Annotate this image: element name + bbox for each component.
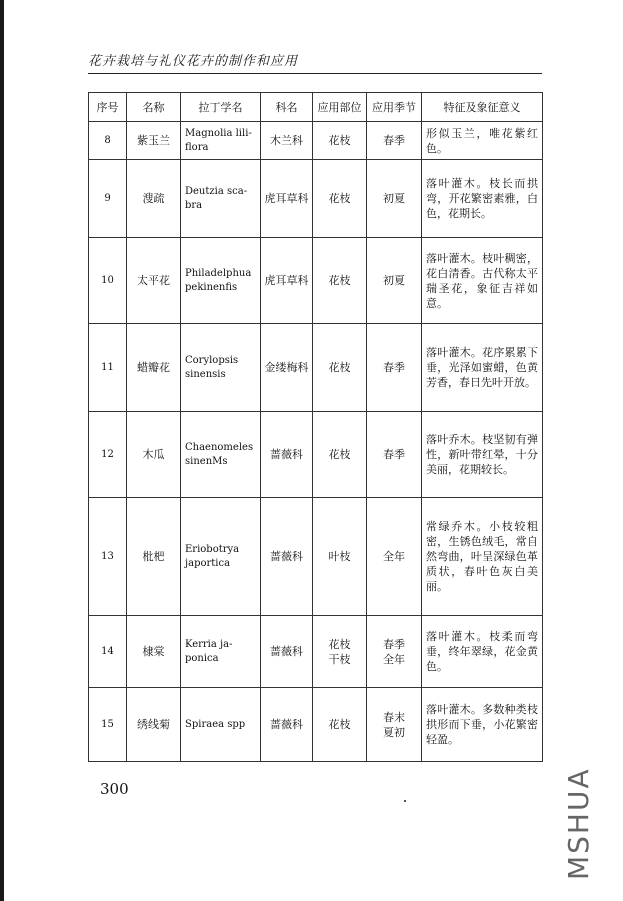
table-row [89,160,543,238]
latin-name: Philadelphua pekinenfis [181,238,261,324]
feature-text: 落叶灌木。枝长而拱弯，开花繁密素雅，白色，花期长。 [422,160,543,238]
usage-season: 全年 [367,498,422,616]
feature-text: 落叶灌木。多数种类枝拱形而下垂，小花繁密轻盈。 [422,688,543,762]
header-cell-family: 科名 [261,93,313,122]
row-number: 8 [89,122,127,160]
latin-name: Magnolia lili-florа [181,122,261,160]
feature-text: 落叶灌木。花序累累下垂，光泽如蜜蜡，色黄芳香，春日先叶开放。 [422,324,543,412]
scan-speck [404,800,406,802]
page-number: 300 [100,780,129,798]
table-row [89,412,543,498]
usage-season: 初夏 [367,160,422,238]
plant-name: 绣线菊 [127,688,181,762]
plant-name: 枇杷 [127,498,181,616]
header-cell-season: 应用季节 [367,93,422,122]
plant-name: 太平花 [127,238,181,324]
usage-part: 花枝 [313,412,367,498]
usage-part: 花枝 [313,122,367,160]
family-name: 虎耳草科 [261,238,313,324]
usage-part: 花枝 [313,324,367,412]
latin-name: Eriobotrya japortica [181,498,261,616]
latin-name: Spiraea spp [181,688,261,762]
latin-name: Kerria ja-ponica [181,616,261,688]
usage-part: 花枝 [313,688,367,762]
table-row [89,324,543,412]
page-edge-rule [0,0,4,901]
feature-text: 落叶灌木。枝叶稠密，花白清香。古代称太平瑞圣花，象征吉祥如意。 [422,238,543,324]
usage-season: 初夏 [367,238,422,324]
table-row [89,238,543,324]
family-name: 蔷薇科 [261,616,313,688]
row-number: 15 [89,688,127,762]
usage-part: 花枝 干枝 [313,616,367,688]
plant-name: 蜡瓣花 [127,324,181,412]
plant-name: 棣棠 [127,616,181,688]
usage-season: 春季 全年 [367,616,422,688]
table-row [89,122,543,160]
feature-text: 常绿乔木。小枝较粗密，生锈色绒毛，常自然弯曲，叶呈深绿色革质状，春叶色灰白美丽。 [422,498,543,616]
row-number: 10 [89,238,127,324]
running-head: 花卉栽培与礼仪花卉的制作和应用 [88,54,299,69]
header-cell-number: 序号 [89,93,127,122]
plant-name: 溲疏 [127,160,181,238]
family-name: 虎耳草科 [261,160,313,238]
feature-text: 形似玉兰，唯花紫红色。 [422,122,543,160]
family-name: 蔷薇科 [261,498,313,616]
table-row [89,498,543,616]
table-header-row [89,93,543,122]
plant-name: 木瓜 [127,412,181,498]
row-number: 13 [89,498,127,616]
family-name: 蔷薇科 [261,688,313,762]
header-cell-latin: 拉丁学名 [181,93,261,122]
header-cell-name: 名称 [127,93,181,122]
family-name: 蔷薇科 [261,412,313,498]
header-rule [88,73,542,74]
plant-name: 紫玉兰 [127,122,181,160]
usage-season: 春季 [367,412,422,498]
feature-text: 落叶乔木。枝坚韧有弹性，新叶带红晕，十分美丽，花期较长。 [422,412,543,498]
feature-text: 落叶灌木。枝柔而弯垂，终年翠绿，花金黄色。 [422,616,543,688]
plant-table [88,92,543,762]
latin-name: Chaenomeles sinenMs [181,412,261,498]
row-number: 9 [89,160,127,238]
table-row [89,616,543,688]
usage-part: 花枝 [313,160,367,238]
row-number: 14 [89,616,127,688]
family-name: 木兰科 [261,122,313,160]
watermark: MSHUA [562,767,595,880]
row-number: 11 [89,324,127,412]
row-number: 12 [89,412,127,498]
usage-season: 春季 [367,324,422,412]
usage-season: 春季 [367,122,422,160]
latin-name: Corylopsis sinensis [181,324,261,412]
header-cell-part: 应用部位 [313,93,367,122]
family-name: 金缕梅科 [261,324,313,412]
usage-season: 春末 夏初 [367,688,422,762]
latin-name: Deutzia sca-bra [181,160,261,238]
table-row [89,688,543,762]
usage-part: 花枝 [313,238,367,324]
header-cell-feature: 特征及象征意义 [422,93,543,122]
usage-part: 叶枝 [313,498,367,616]
